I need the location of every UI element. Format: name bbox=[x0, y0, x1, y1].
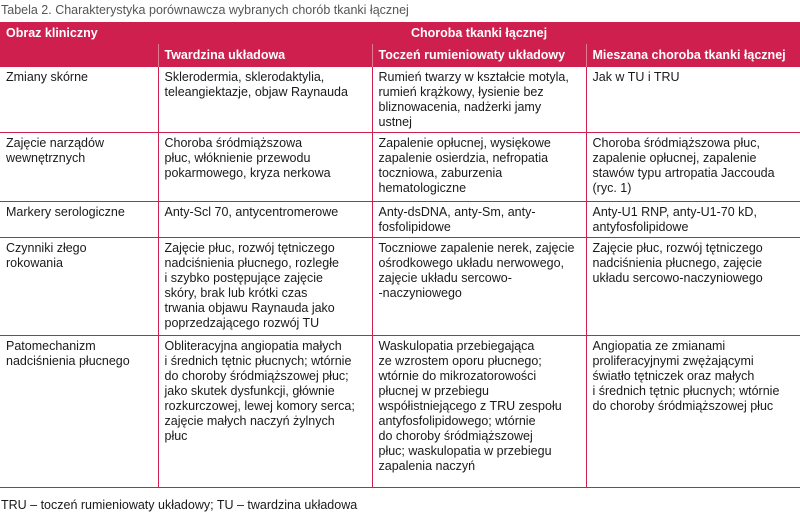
row-label: Zajęcie narządów wewnętrznych bbox=[0, 133, 158, 202]
table-footnote: TRU – toczeń rumieniowaty układowy; TU – twardzina układowa bbox=[1, 498, 358, 512]
table-row bbox=[0, 238, 800, 336]
row-label: Czynniki złego rokowania bbox=[0, 238, 158, 336]
cell: Anty-U1 RNP, anty-U1-70 kD, antyfosfolipidowe bbox=[586, 202, 800, 238]
cell: Zajęcie płuc, rozwój tętniczego nadciśnienia płucnego, rozległe i szybko postępujące zajęcie skóry, brak lub krótki czas trwania objawu Raynauda jako poprzedzającego rozwój TU bbox=[158, 238, 372, 336]
table-caption: Tabela 2. Charakterystyka porównawcza wybranych chorób tkanki łącznej bbox=[1, 3, 409, 17]
table-row bbox=[0, 202, 800, 238]
cell: Angiopatia ze zmianami proliferacyjnymi zwężającymi światło tętniczek oraz małych i średnich tętnic płucnych; wtórnie do choroby śródmiąższowej płuc bbox=[586, 336, 800, 488]
cell: Obliteracyjna angiopatia małych i średnich tętnic płucnych; wtórnie do choroby śródmiąższowej płuc; jako skutek dysfunkcji, głównie rozkurczowej, lewej komory serca; zajęcie małych naczyń żylnych płuc bbox=[158, 336, 372, 488]
header-mixed-ctd: Mieszana choroba tkanki łącznej bbox=[586, 44, 800, 67]
cell: Choroba śródmiąższowa płuc, włóknienie przewodu pokarmowego, kryza nerkowa bbox=[158, 133, 372, 202]
cell: Zajęcie płuc, rozwój tętniczego nadciśnienia płucnego, zajęcie układu sercowo-naczyniowego bbox=[586, 238, 800, 336]
cell: Anty-Scl 70, antycentromerowe bbox=[158, 202, 372, 238]
header-clinical-picture: Obraz kliniczny bbox=[0, 22, 158, 44]
table-row bbox=[0, 336, 800, 488]
row-label: Markery serologiczne bbox=[0, 202, 158, 238]
cell: Zapalenie opłucnej, wysiękowe zapalenie osierdzia, nefropatia toczniowa, zaburzenia hematologiczne bbox=[372, 133, 586, 202]
cell: Waskulopatia przebiegająca ze wzrostem oporu płucnego; wtórnie do mikrozatorowości płucnej w przebiegu współistniejącego z TRU zespołu antyfosfolipidowego; wtórnie do choroby śródmiąższowej płuc; waskulopatia w przebiegu zapalenia naczyń bbox=[372, 336, 586, 488]
table-row bbox=[0, 67, 800, 133]
table-row bbox=[0, 133, 800, 202]
header-systemic-lupus: Toczeń rumieniowaty układowy bbox=[372, 44, 586, 67]
row-label: Patomechanizm nadciśnienia płucnego bbox=[0, 336, 158, 488]
cell: Choroba śródmiąższowa płuc, zapalenie opłucnej, zapalenie stawów typu artropatia Jaccouda (ryc. 1) bbox=[586, 133, 800, 202]
cell: Anty-dsDNA, anty-Sm, anty- fosfolipidowe bbox=[372, 202, 586, 238]
cell: Rumień twarzy w kształcie motyla, rumień krążkowy, łysienie bez bliznowacenia, nadżerki jamy ustnej bbox=[372, 67, 586, 133]
header-empty bbox=[0, 44, 158, 67]
header-connective-tissue-disease: Choroba tkanki łącznej bbox=[158, 22, 800, 44]
comparison-table bbox=[0, 22, 800, 488]
cell: Toczniowe zapalenie nerek, zajęcie ośrodkowego układu nerwowego, zajęcie układu sercowo- -naczyniowego bbox=[372, 238, 586, 336]
cell: Sklerodermia, sklerodaktylia, teleangiektazje, objaw Raynauda bbox=[158, 67, 372, 133]
row-label: Zmiany skórne bbox=[0, 67, 158, 133]
header-systemic-sclerosis: Twardzina układowa bbox=[158, 44, 372, 67]
cell: Jak w TU i TRU bbox=[586, 67, 800, 133]
header-row-1 bbox=[0, 22, 800, 44]
header-row-2 bbox=[0, 44, 800, 67]
